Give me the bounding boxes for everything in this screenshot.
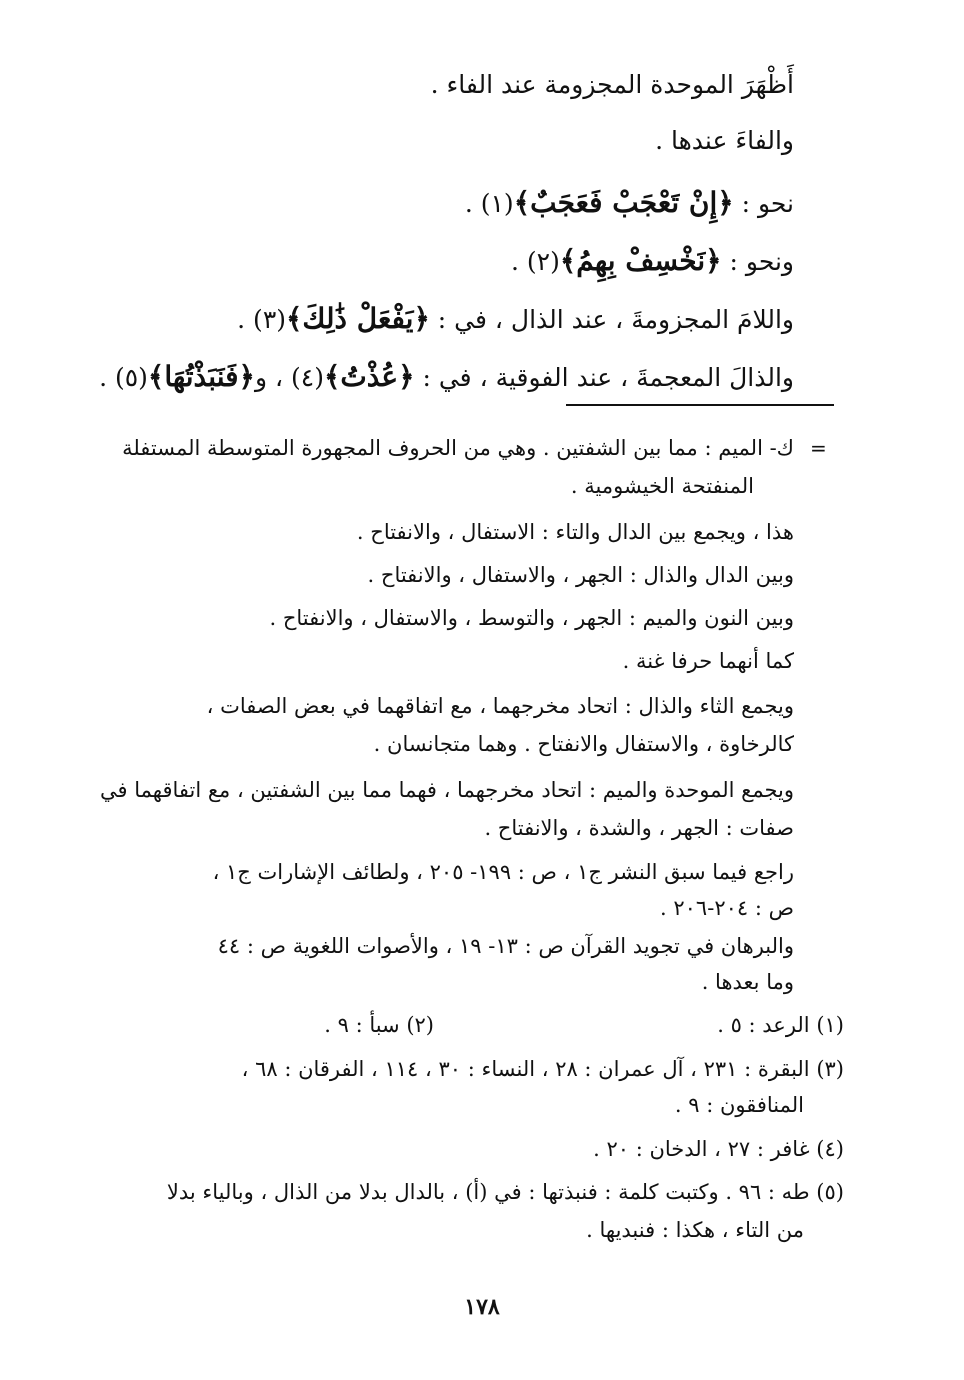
note-line-14: وما بعدها . xyxy=(701,970,794,994)
main-line-3-prefix: نحو : xyxy=(733,189,794,218)
main-line-4-prefix: ونحو : xyxy=(721,247,794,276)
footnote-ref-3: (٣) . xyxy=(237,305,287,334)
note-line-8: كالرخاوة ، والاستفال والانفتاح . وهما متجانسان . xyxy=(373,732,794,756)
main-line-5 xyxy=(237,302,794,335)
note-line-12: ص : ٢٠٤-٢٠٦ . xyxy=(660,896,794,920)
footnote-3-line-1: (٣) البقرة : ٢٣١ ، آل عمران : ٢٨ ، النساء : ٣٠ ، ١١٤ ، الفرقان : ٦٨ ، xyxy=(241,1057,844,1081)
main-line-6-prefix: والذالَ المعجمةَ ، عند الفوقية ، في : xyxy=(414,363,794,392)
footnote-ref-2: (٢) . xyxy=(511,247,560,276)
note-line-7: ويجمع الثاء والذال : اتحاد مخرجهما ، مع اتفاقهما في بعض الصفات ، xyxy=(206,694,794,718)
footnote-ref-5: (٥) . xyxy=(99,363,148,392)
quran-verse-4: ﴿عُذْتُ﴾ xyxy=(323,360,415,393)
continuation-mark: = xyxy=(810,436,827,460)
footnote-5-line-2: من التاء ، هكذا : فنبديها . xyxy=(586,1218,804,1242)
footnote-separator xyxy=(566,404,834,406)
footnote-ref-4: (٤) ، و xyxy=(254,363,324,392)
note-line-5: وبين النون والميم : الجهر ، والتوسط ، والاستفال ، والانفتاح . xyxy=(269,606,794,630)
note-line-11: راجع فيما سبق النشر ج١ ، ص : ١٩٩- ٢٠٥ ، ولطائف الإشارات ج١ ، xyxy=(212,860,794,884)
note-line-1: ك- الميم : مما بين الشفتين . وهي من الحروف المجهورة المتوسطة المستفلة xyxy=(122,436,794,460)
footnote-ref-1: (١) . xyxy=(464,189,514,218)
footnote-2: (٢) سبأ : ٩ . xyxy=(324,1013,434,1037)
note-line-2: المنفتحة الخيشومية . xyxy=(570,474,754,498)
page-number: ١٧٨ xyxy=(464,1294,500,1320)
main-line-5-prefix: واللامَ المجزومةَ ، عند الذال ، في : xyxy=(429,305,794,334)
main-line-3 xyxy=(465,186,794,219)
main-line-1: أَظْهَرَ الموحدة المجزومة عند الفاء . xyxy=(430,70,794,99)
note-line-3: هذا ، ويجمع بين الدال والتاء : الاستفال ، والانفتاح . xyxy=(356,520,794,544)
quran-verse-5: ﴿فَنَبَذْتُهَا﴾ xyxy=(147,360,255,393)
note-line-9: ويجمع الموحدة والميم : اتحاد مخرجهما ، فهما مما بين الشفتين ، مع اتفاقهما في xyxy=(100,778,794,802)
main-line-2: والفاءَ عندها . xyxy=(655,126,794,155)
footnote-3-line-2: المنافقون : ٩ . xyxy=(674,1093,804,1117)
quran-verse-2: ﴿نَخْسِفْ بِهِمُ﴾ xyxy=(559,244,722,277)
main-line-4 xyxy=(511,244,794,277)
quran-verse-3: ﴿يَفْعَلْ ذَٰلِكَ﴾ xyxy=(286,302,430,335)
quran-verse-1: ﴿إِنْ تَعْجَبْ فَعَجَبٌ﴾ xyxy=(513,186,734,219)
footnote-4: (٤) غافر : ٢٧ ، الدخان : ٢٠ . xyxy=(593,1137,844,1161)
note-line-6: كما أنهما حرفا غنة . xyxy=(622,649,794,673)
main-line-6 xyxy=(99,360,794,393)
note-line-4: وبين الدال والذال : الجهر ، والاستفال ، والانفتاح . xyxy=(367,563,794,587)
note-line-13: والبرهان في تجويد القرآن ص : ١٣- ١٩ ، والأصوات اللغوية ص : ٤٤ xyxy=(217,934,794,958)
footnote-5-line-1: (٥) طه : ٩٦ . وكتبت كلمة : فنبذتها : في (أ) ، بالدال بدلا من الذال ، وبالياء بدلا xyxy=(166,1180,844,1204)
footnote-1: (١) الرعد : ٥ . xyxy=(717,1013,844,1037)
note-line-10: صفات : الجهر ، والشدة ، والانفتاح . xyxy=(484,816,794,840)
